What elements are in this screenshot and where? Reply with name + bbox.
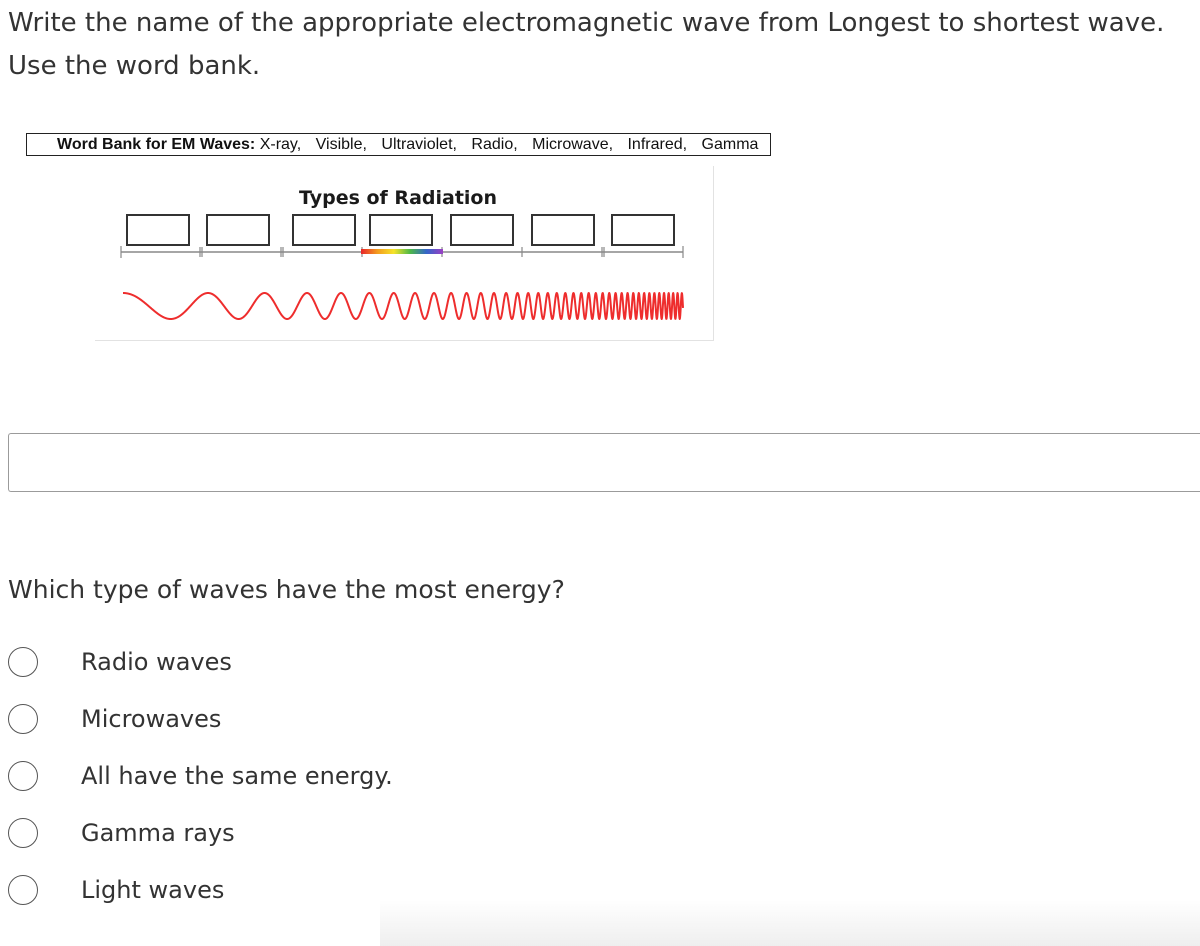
word-bank-word: Ultraviolet, <box>381 136 457 153</box>
visible-spectrum-band <box>361 249 443 254</box>
option-label: Light waves <box>81 876 225 904</box>
radio-button[interactable] <box>8 647 38 677</box>
radiation-diagram <box>95 166 714 341</box>
radio-button[interactable] <box>8 875 38 905</box>
option-label: Microwaves <box>81 705 222 733</box>
answer-input[interactable] <box>8 433 1200 492</box>
option-microwaves[interactable] <box>8 697 508 741</box>
word-bank-word: Infrared, <box>627 136 688 153</box>
option-label: Radio waves <box>81 648 232 676</box>
option-radio-waves[interactable] <box>8 640 508 684</box>
blank-box-7 <box>612 215 674 245</box>
word-bank-title: Word Bank for EM Waves: <box>57 136 256 153</box>
blank-box-2 <box>207 215 269 245</box>
word-bank-word: Gamma <box>701 136 759 153</box>
word-bank-word: Microwave, <box>532 136 614 153</box>
word-bank-word: Radio, <box>471 136 518 153</box>
blank-box-4 <box>370 215 432 245</box>
blank-box-1 <box>127 215 189 245</box>
option-light-waves[interactable] <box>8 868 508 912</box>
radio-button[interactable] <box>8 818 38 848</box>
diagram-title: Types of Radiation <box>299 187 497 209</box>
word-bank <box>26 133 771 156</box>
word-bank-word: X-ray, <box>259 136 302 153</box>
option-gamma-rays[interactable] <box>8 811 508 855</box>
energy-question: Which type of waves have the most energy? <box>8 575 565 604</box>
blank-box-3 <box>293 215 355 245</box>
option-label: Gamma rays <box>81 819 235 847</box>
option-label: All have the same energy. <box>81 762 393 790</box>
radiation-diagram-svg <box>95 166 713 340</box>
option-same-energy[interactable] <box>8 754 508 798</box>
blank-box-5 <box>451 215 513 245</box>
blank-box-6 <box>532 215 594 245</box>
radio-button[interactable] <box>8 761 38 791</box>
wavelength-wave <box>123 293 683 319</box>
word-bank-word: Visible, <box>315 136 367 153</box>
question-prompt: Write the name of the appropriate electromagnetic wave from Longest to shortest wave. Use the word bank. <box>8 8 1165 81</box>
radio-button[interactable] <box>8 704 38 734</box>
